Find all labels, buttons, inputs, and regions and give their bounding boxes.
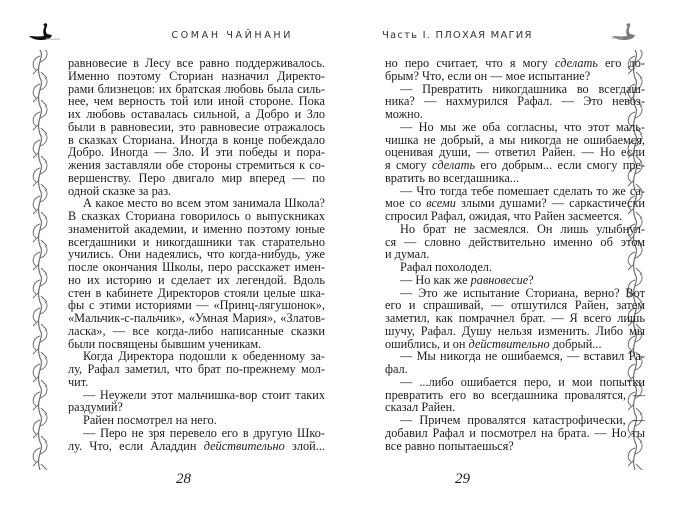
- text-line: можно.: [385, 107, 423, 121]
- text-line: — Причем провалятся катастрофически, —: [400, 413, 645, 427]
- text-line: — Неужели этот мальчишка-вор стоит таких: [83, 387, 325, 402]
- text-line: и думал.: [385, 247, 430, 262]
- text-line: мое со всеми злыми душами? — саркастически: [385, 196, 646, 211]
- text-line: были в равновесии, это равновесие отражалось: [68, 119, 325, 134]
- vine-thorn: [33, 302, 47, 330]
- page-number: 28: [176, 471, 191, 487]
- text-line: Когда Директора подошли к обеденному за-: [83, 349, 325, 364]
- text-line: всегдашники и никогдашники так старательно: [68, 234, 325, 249]
- vine-thorn: [33, 190, 47, 218]
- vine-thorn: [33, 358, 47, 386]
- page-number: 29: [455, 471, 470, 487]
- text-line: но их историю и сделает их легендой. Вдоль: [68, 272, 325, 287]
- text-line: вершенству. Перо двигало мир вперед — по: [68, 170, 325, 185]
- text-line: чишка не добрый, а мы никогда не ошибаемся,: [385, 132, 645, 147]
- text-line: оценивая души, — ответил Райен. — Но если: [385, 145, 645, 160]
- text-line: Рафал похолодел.: [400, 260, 492, 274]
- text-line: — Мы никогда не ошибаемся, — вставил Ра-: [400, 349, 645, 364]
- text-line: спросил Рафал, ожидая, что Райен засмеется.: [385, 209, 623, 223]
- vine-thorn: [33, 134, 47, 162]
- text-line: рами близнецов: их братская любовь была силь-: [68, 81, 325, 96]
- text-line: лу. Что, если Аладдин действительно злой...: [68, 438, 325, 453]
- text-line: В сказках Сториана говорилось о выпускниках: [68, 209, 325, 223]
- text-line: — Перо не зря перевело его в другую Шко-: [83, 425, 325, 440]
- text-line: Но брат не засмеялся. Он лишь улыбнул-: [400, 221, 645, 236]
- vine-thorn: [33, 106, 47, 134]
- text-line: одной сказке за раз.: [68, 183, 172, 198]
- text-line: — Но мы же оба согласны, что этот маль-: [400, 119, 645, 134]
- text-line: — ...либо ошибается перо, и мои попытки: [400, 374, 645, 389]
- right-page-text: [385, 57, 645, 452]
- text-line: равновесие в Лесу все равно поддерживалось.: [68, 56, 325, 70]
- text-line: — Превратить никогдашника во всегдаш-: [400, 81, 645, 96]
- text-line: — Это же испытание Сториана, верно? Вот: [400, 285, 645, 300]
- text-line: нее, чем верность той или иной стороне. Пока: [68, 94, 325, 109]
- text-line: чит.: [68, 374, 89, 389]
- text-line: я смогу сделать его добрым... если смогу пре-: [385, 158, 646, 172]
- vine-stem: [39, 50, 42, 470]
- text-line: ласка», — все когда-либо написанные сказки: [68, 323, 325, 338]
- text-line: все равно попытаешься?: [385, 438, 514, 453]
- vine-thorn: [33, 330, 47, 358]
- black-swan-icon: [26, 22, 62, 44]
- running-head-chapter: Часть I. ПЛОХАЯ МАГИЯ: [382, 30, 533, 41]
- text-line: после окончания Школы, перо расскажет имен-: [68, 260, 325, 274]
- gray-swan-icon: [609, 22, 645, 44]
- vine-thorn: [33, 246, 47, 274]
- text-line: А какое место во всем этом занимала Школа?: [83, 196, 325, 211]
- running-head-author: СОМАН ЧАЙНАНИ: [171, 30, 293, 41]
- text-line: но перо считает, что я могу сделать его до-: [385, 56, 645, 70]
- right-page: [337, 0, 674, 518]
- text-line: превратить его во всегдашника провалятся, —: [385, 387, 645, 402]
- text-line: заметил, как помрачнел брат. — Я всего лишь: [385, 311, 645, 325]
- text-line: жения заставляли обе стороны стремиться к со-: [68, 158, 325, 172]
- text-line: — Но как же равновесие?: [400, 272, 534, 287]
- text-line: Райен посмотрел на него.: [83, 413, 217, 427]
- vine-thorn: [33, 414, 47, 442]
- text-line: фал.: [385, 362, 408, 376]
- text-line: фы с этими историями — «Принц-лягушонок»,: [68, 298, 325, 313]
- text-line: стен в кабинете Директоров стояли целые шка-: [68, 285, 325, 300]
- text-line: в сказках Сториана. Иногда в конце побеждало: [68, 132, 325, 147]
- text-line: их любовь оставалась сильной, а Добро и Зло: [68, 107, 325, 121]
- vine-border-icon: [27, 50, 53, 470]
- text-line: раздумий?: [68, 400, 123, 415]
- text-line: «Мальчик-с-пальчик», «Умная Мария», «Златов-: [68, 311, 325, 325]
- left-page-text: [68, 57, 325, 452]
- vine-thorn: [33, 274, 47, 302]
- text-line: знаменитой академии, и именно поэтому юные: [68, 221, 325, 236]
- text-line: брым? Что, если он — мое испытание?: [385, 68, 591, 83]
- vine-thorn: [33, 50, 47, 78]
- text-line: ся — словно действительно именно об этом: [385, 234, 645, 249]
- text-line: ошиблись, и он действительно добрый...: [385, 336, 602, 351]
- text-line: шучу, Рафал. Душу нельзя изменить. Либо мы: [385, 323, 645, 338]
- text-line: лу, Рафал заметил, что брат по-прежнему мол-: [68, 362, 325, 376]
- text-line: учились. Они надеялись, что когда-нибудь, уже: [68, 247, 325, 262]
- text-line: — Что тогда тебе помешает сделать то же са-: [400, 183, 645, 198]
- vine-thorn: [33, 162, 47, 190]
- vine-thorn: [33, 218, 47, 246]
- text-line: вратить во всегдашника...: [385, 170, 520, 185]
- text-line: были посвящены бывшим ученикам.: [68, 336, 262, 351]
- text-line: ника? — нахмурился Рафал. — Это невоз-: [385, 94, 645, 109]
- vine-thorn: [33, 386, 47, 414]
- text-line: сказал Райен.: [385, 400, 456, 415]
- text-line: Добро. Иногда — Зло. И эти победы и пора-: [68, 145, 325, 160]
- vine-thorn: [33, 442, 47, 470]
- text-line: Именно поэтому Сториан назначил Директо-: [68, 68, 325, 83]
- text-line: добавил Рафал и посмотрел на брата. — Но ты: [385, 425, 645, 440]
- vine-thorn: [33, 78, 47, 106]
- text-line: его и спрашивай, — отшутился Райен, затем: [385, 298, 645, 313]
